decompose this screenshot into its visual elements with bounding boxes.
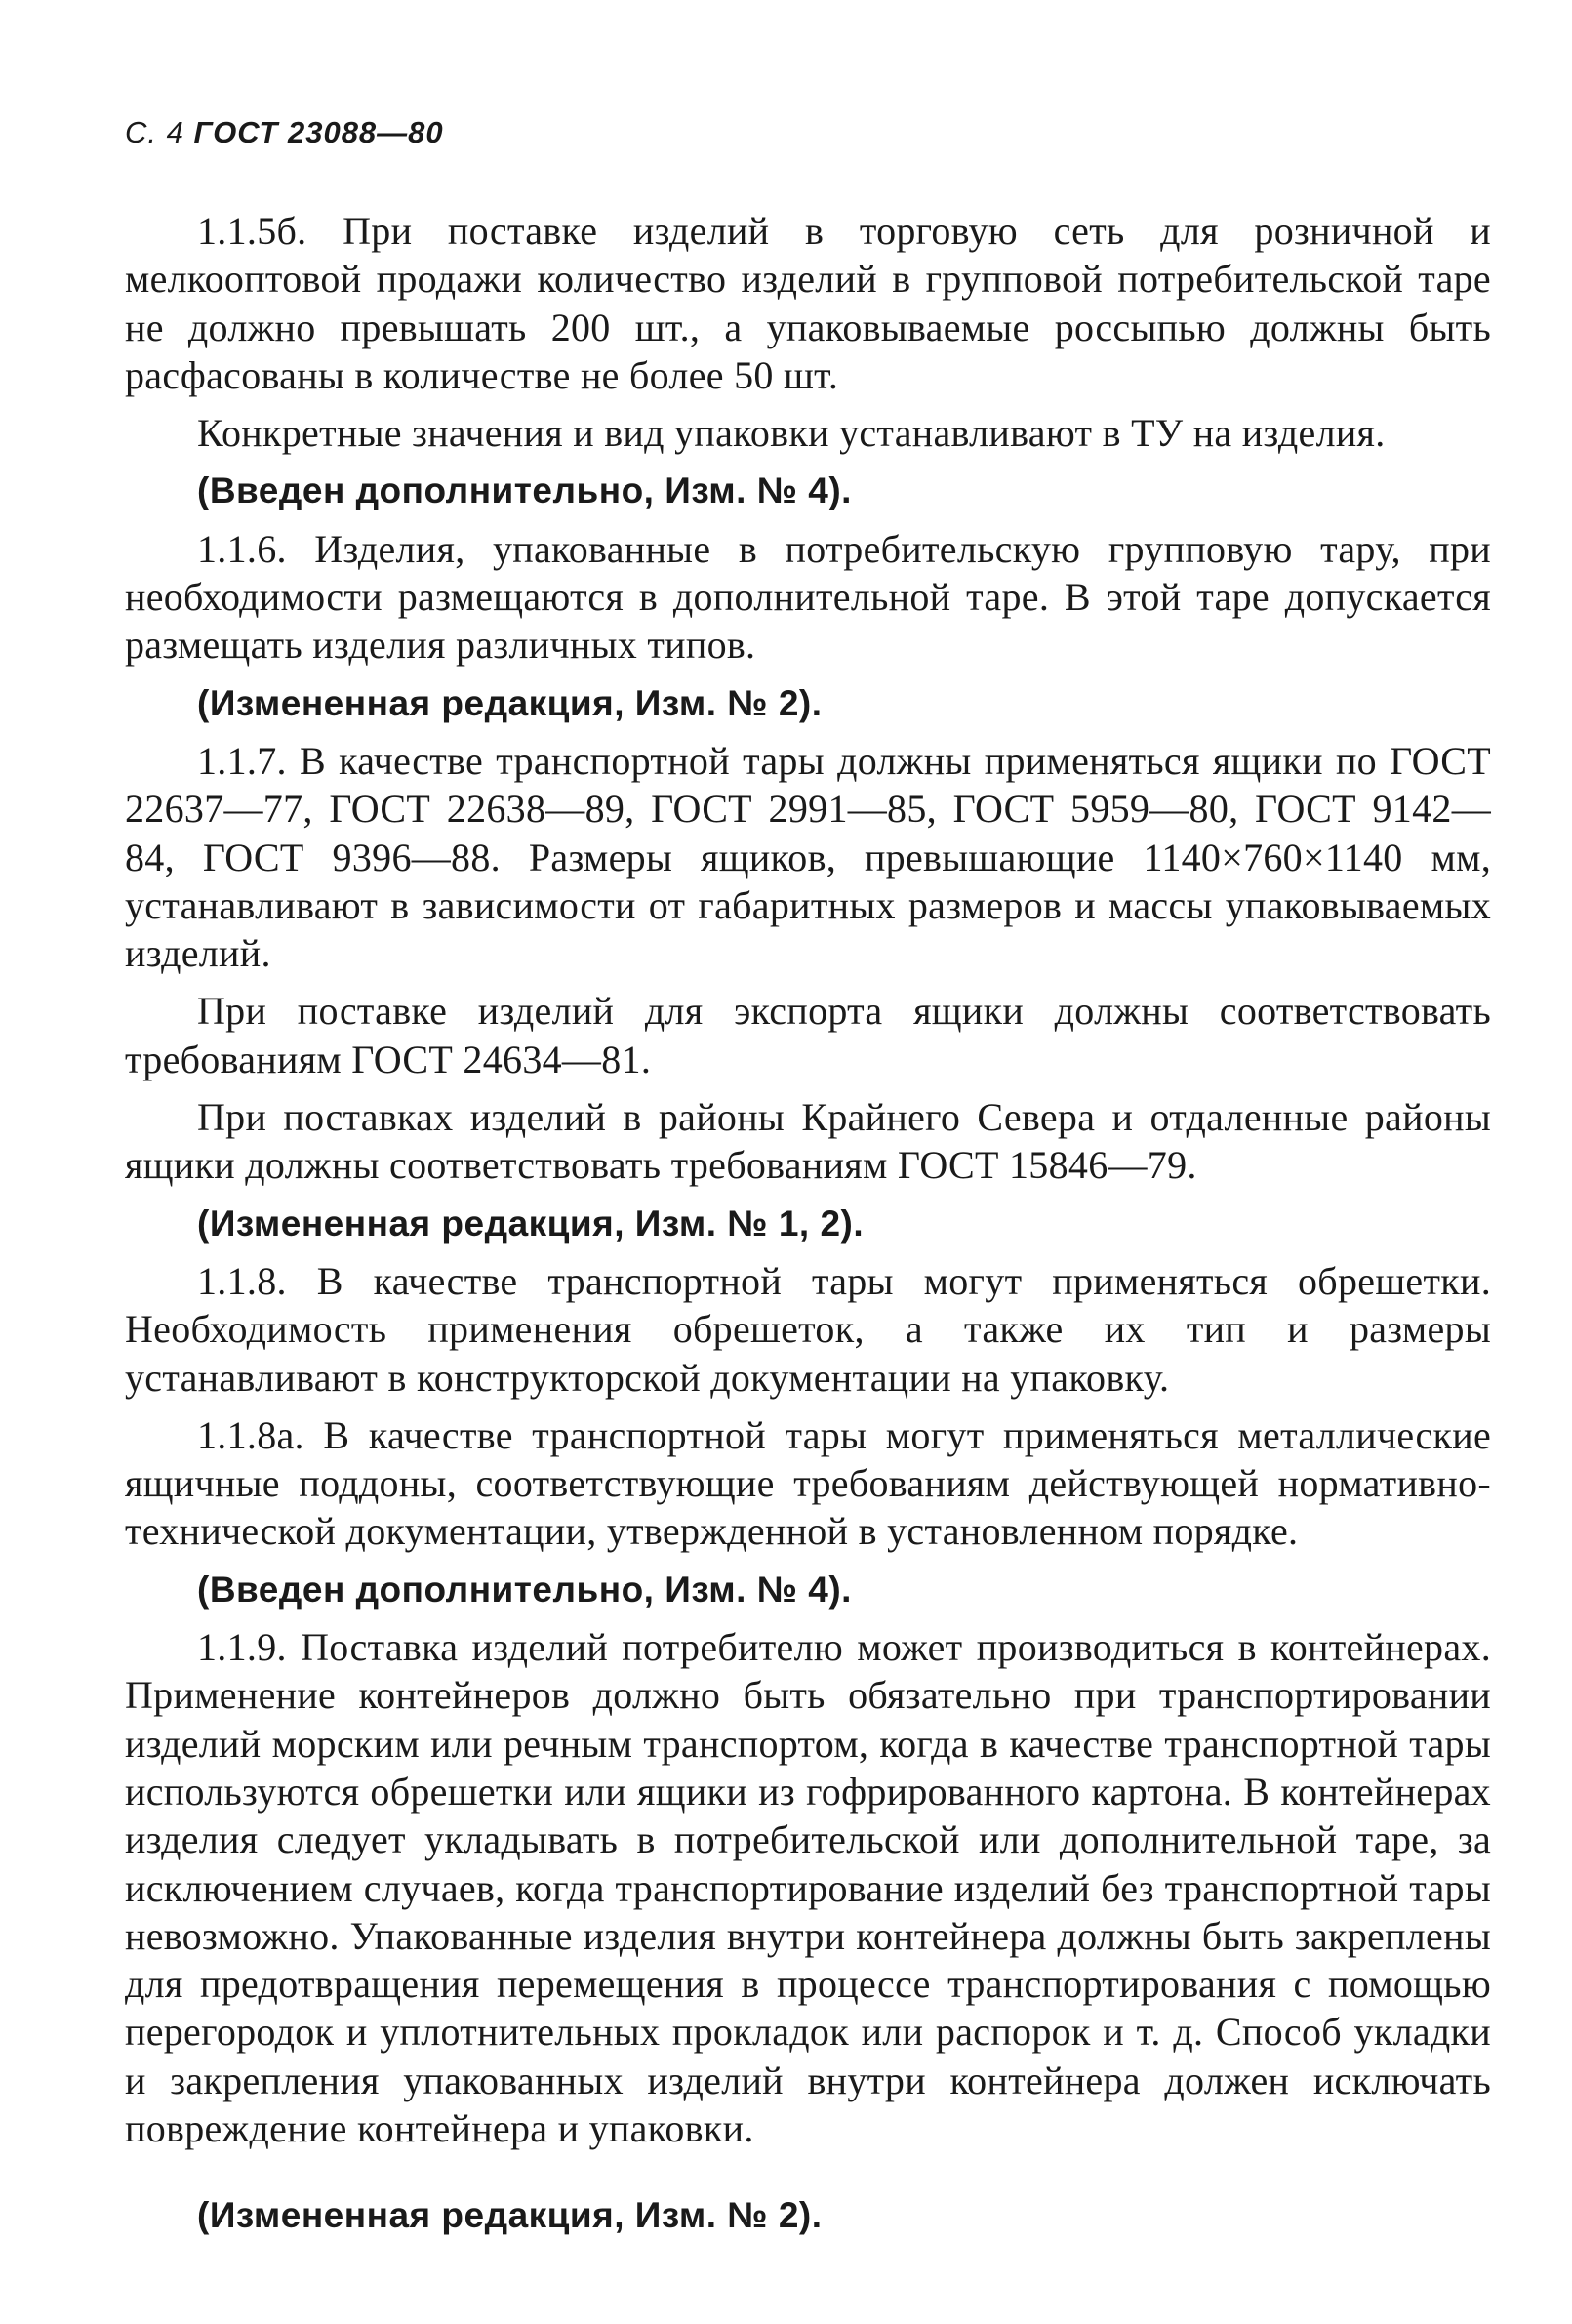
paragraph-1-1-7: 1.1.7. В качестве транспортной тары должны применяться ящики по ГОСТ 22637—77, ГОСТ 22638—89, ГОСТ 2991—85, ГОСТ 5959—80, ГОСТ 9142—84, ГОСТ 9396—88. Размеры ящиков, превышающие 1140×760×1140 мм, устанавливают в зависимости от габаритных размеров и массы упаковываемых изделий. xyxy=(125,738,1491,976)
paragraph-1-1-8: 1.1.8. В качестве транспортной тары могут применяться обрешетки. Необходимость применения обрешеток, а также их тип и размеры устанавливают в конструкторской документации на упаковку. xyxy=(125,1258,1491,1400)
paragraph-1-1-6: 1.1.6. Изделия, упакованные в потребительскую групповую тару, при необходимости размещаются в дополнительной таре. В этой таре допускается размещать изделия различных типов. xyxy=(125,526,1491,668)
amendment-note: (Введен дополнительно, Изм. № 4). xyxy=(197,1569,852,1610)
paragraph-export: При поставке изделий для экспорта ящики должны соответствовать требованиям ГОСТ 24634—81. xyxy=(125,989,1491,1081)
standard-code: ГОСТ 23088—80 xyxy=(193,115,444,149)
amendment-note: (Измененная редакция, Изм. № 1, 2). xyxy=(197,1203,865,1244)
page-header xyxy=(125,115,1491,150)
amendment-note: (Введен дополнительно, Изм. № 4). xyxy=(197,470,852,511)
amendment-note: (Измененная редакция, Изм. № 2). xyxy=(197,2195,823,2236)
page-number: С. 4 xyxy=(125,115,184,149)
paragraph-specific-values: Конкретные значения и вид упаковки устанавливают в ТУ на изделия. xyxy=(197,411,1386,456)
paragraph-1-1-5b: 1.1.5б. При поставке изделий в торговую сеть для розничной и мелкооптовой продажи количество изделий в групповой потребительской таре не должно превышать 200 шт., а упаковываемые россыпью должны быть расфасованы в количестве не более 50 шт. xyxy=(125,209,1491,397)
paragraph-1-1-9: 1.1.9. Поставка изделий потребителю может производиться в контейнерах. Применение контейнеров должно быть обязательно при транспортировании изделий морским или речным транспортом, когда в качестве транспортной тары используются обрешетки или ящики из гофрированного картона. В контейнерах изделия следует укладывать в потребительской или дополнительной таре, за исключением случаев, когда транспортирование изделий без транспортной тары невозможно. Упакованные изделия внутри контейнера должны быть закреплены для предотвращения перемещения в процессе транспортирования с помощью перегородок и уплотнительных прокладок или распорок и т. д. Способ укладки и закрепления упакованных изделий внутри контейнера должен исключать повреждение контейнера и упаковки. xyxy=(125,1625,1491,2150)
document-page xyxy=(125,115,1491,2250)
paragraph-far-north: При поставках изделий в районы Крайнего Севера и отдаленные районы ящики должны соответствовать требованиям ГОСТ 15846—79. xyxy=(125,1095,1491,1188)
paragraph-1-1-8a: 1.1.8а. В качестве транспортной тары могут применяться металлические ящичные поддоны, соответствующие требованиям действующей нормативно-технической документации, утвержденной в установленном порядке. xyxy=(125,1412,1491,1554)
amendment-note: (Измененная редакция, Изм. № 2). xyxy=(197,682,823,723)
